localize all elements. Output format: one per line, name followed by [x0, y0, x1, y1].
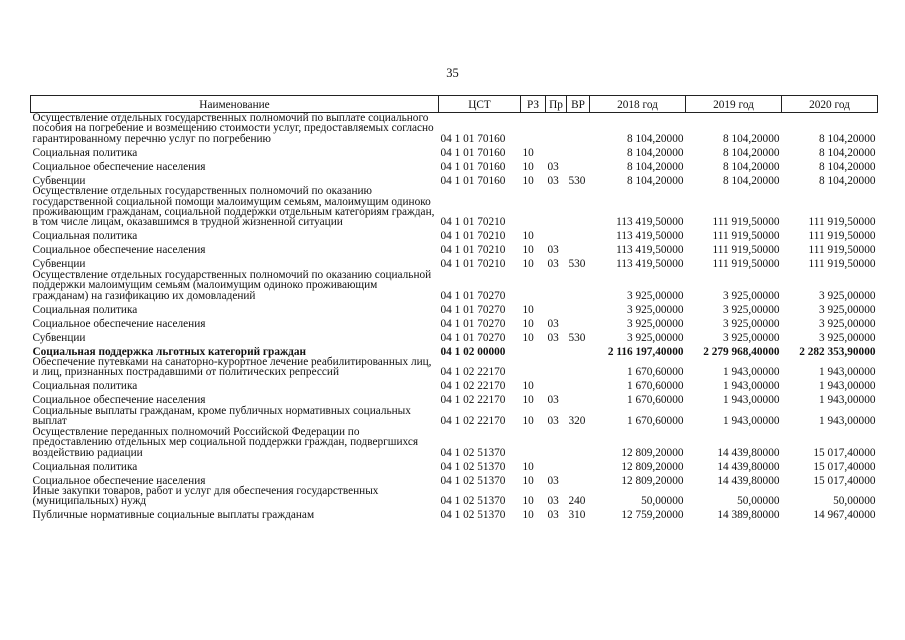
cell-pr: 03 [547, 317, 559, 330]
cell-2020: 8 104,20000 [819, 132, 876, 145]
header-pr: Пр [546, 96, 567, 113]
cell-2018: 3 925,00000 [627, 331, 684, 344]
cell-rz [521, 113, 546, 145]
cell-2018: 12 809,20000 [621, 460, 684, 473]
table-row [31, 343, 878, 357]
cell-cst: 04 1 01 70160 [440, 132, 506, 145]
cell-name: Социальное обеспечение населения [32, 317, 206, 330]
cell-2019: 3 925,00000 [723, 331, 780, 344]
cell-cst: 04 1 02 51370 [440, 495, 506, 508]
cell-vr [567, 378, 590, 392]
cell-2020: 15 017,40000 [813, 446, 876, 459]
cell-name: Субвенции [32, 258, 86, 271]
cell-vr [567, 315, 590, 329]
cell-pr: 03 [547, 394, 559, 407]
cell-2020: 3 925,00000 [819, 331, 876, 344]
header-name: Наименование [31, 96, 439, 113]
table-row [31, 507, 878, 521]
cell-cst: 04 1 01 70270 [440, 289, 506, 302]
cell-rz [521, 357, 546, 378]
cell-2020: 3 925,00000 [819, 289, 876, 302]
cell-pr [546, 186, 567, 228]
table-row [31, 315, 878, 329]
cell-2018: 50,00000 [641, 495, 684, 508]
cell-name: Иные закупки товаров, работ и услуг для обеспечения государственных (муниципальных) нужд [32, 484, 379, 508]
cell-2018: 12 809,20000 [621, 446, 684, 459]
cell-2020: 15 017,40000 [813, 474, 876, 487]
cell-rz [521, 427, 546, 458]
cell-pr: 03 [547, 495, 559, 508]
cell-2020: 2 282 353,90000 [799, 345, 876, 358]
cell-2019: 1 943,00000 [723, 366, 780, 379]
cell-cst: 04 1 01 70270 [440, 303, 506, 316]
cell-pr [546, 343, 567, 357]
cell-2018: 8 104,20000 [627, 132, 684, 145]
cell-2020: 8 104,20000 [819, 146, 876, 159]
cell-pr [546, 357, 567, 378]
cell-vr [567, 343, 590, 357]
cell-2018: 8 104,20000 [627, 174, 684, 187]
cell-vr [567, 427, 590, 458]
cell-2019: 111 919,50000 [712, 216, 780, 229]
cell-cst: 04 1 01 70160 [440, 174, 506, 187]
table-row [31, 378, 878, 392]
cell-vr [567, 186, 590, 228]
cell-2019: 8 104,20000 [723, 174, 780, 187]
cell-pr [546, 458, 567, 472]
table-row [31, 144, 878, 158]
cell-2019: 14 439,80000 [717, 460, 780, 473]
cell-vr: 320 [568, 415, 586, 428]
cell-vr [567, 158, 590, 172]
cell-pr: 03 [547, 258, 559, 271]
cell-cst: 04 1 01 70160 [440, 160, 506, 173]
cell-vr [567, 228, 590, 242]
cell-name: Социальная политика [32, 303, 138, 316]
cell-name: Социальная политика [32, 380, 138, 393]
cell-vr [567, 392, 590, 406]
cell-name: Субвенции [32, 174, 86, 187]
header-cst: ЦСТ [439, 96, 521, 113]
cell-2018: 113 419,50000 [616, 230, 684, 243]
cell-2019: 8 104,20000 [723, 160, 780, 173]
table-row [31, 113, 878, 145]
cell-pr [546, 427, 567, 458]
cell-rz: 10 [522, 460, 534, 473]
cell-rz: 10 [522, 415, 534, 428]
table-row [31, 472, 878, 486]
table-row [31, 329, 878, 343]
cell-2019: 14 439,80000 [717, 474, 780, 487]
cell-cst: 04 1 02 22170 [440, 380, 506, 393]
cell-name: Социальные выплаты гражданам, кроме публичных нормативных социальных выплат [32, 404, 411, 428]
cell-rz: 10 [522, 380, 534, 393]
cell-cst: 04 1 02 51370 [440, 509, 506, 522]
cell-name: Социальная политика [32, 460, 138, 473]
cell-cst: 04 1 02 22170 [440, 366, 506, 379]
cell-2018: 3 925,00000 [627, 289, 684, 302]
cell-pr [546, 144, 567, 158]
cell-cst: 04 1 01 70210 [440, 216, 506, 229]
cell-name: Социальное обеспечение населения [32, 160, 206, 173]
cell-cst: 04 1 02 51370 [440, 446, 506, 459]
cell-name: Социальное обеспечение населения [32, 394, 206, 407]
cell-2020: 15 017,40000 [813, 460, 876, 473]
cell-2020: 3 925,00000 [819, 303, 876, 316]
cell-2020: 3 925,00000 [819, 317, 876, 330]
table-row [31, 301, 878, 315]
cell-name: Социальная поддержка льготных категорий граждан [32, 345, 307, 358]
cell-2020: 50,00000 [833, 495, 876, 508]
header-2020: 2020 год [782, 96, 878, 113]
cell-vr: 240 [568, 495, 586, 508]
cell-vr: 530 [568, 331, 586, 344]
cell-vr [567, 458, 590, 472]
cell-pr: 03 [547, 174, 559, 187]
cell-vr [567, 301, 590, 315]
cell-pr: 03 [547, 244, 559, 257]
cell-2019: 111 919,50000 [712, 244, 780, 257]
cell-2020: 111 919,50000 [808, 216, 876, 229]
cell-pr: 03 [547, 415, 559, 428]
cell-2020: 111 919,50000 [808, 258, 876, 271]
table-row [31, 270, 878, 301]
table-row [31, 392, 878, 406]
cell-cst: 04 1 02 22170 [440, 415, 506, 428]
cell-vr [567, 144, 590, 158]
cell-vr [567, 113, 590, 145]
cell-vr: 530 [568, 258, 586, 271]
cell-rz: 10 [522, 317, 534, 330]
cell-rz: 10 [522, 474, 534, 487]
cell-rz: 10 [522, 495, 534, 508]
table-row [31, 228, 878, 242]
cell-name: Осуществление переданных полномочий Российской Федерации по предоставлению отдельных мер социальной поддержки граждан, подвергшихся воздействию радиации [32, 425, 419, 459]
cell-pr [546, 378, 567, 392]
cell-name: Социальное обеспечение населения [32, 244, 206, 257]
cell-2019: 8 104,20000 [723, 132, 780, 145]
cell-rz: 10 [522, 394, 534, 407]
cell-2018: 1 670,60000 [627, 394, 684, 407]
table-row [31, 406, 878, 427]
cell-2020: 1 943,00000 [819, 380, 876, 393]
cell-2018: 113 419,50000 [616, 244, 684, 257]
cell-rz: 10 [522, 244, 534, 257]
cell-rz: 10 [522, 509, 534, 522]
budget-table [30, 95, 878, 521]
cell-pr: 03 [547, 160, 559, 173]
cell-2019: 14 439,80000 [717, 446, 780, 459]
cell-2019: 3 925,00000 [723, 317, 780, 330]
cell-rz: 10 [522, 303, 534, 316]
header-vr: ВР [567, 96, 590, 113]
cell-2019: 3 925,00000 [723, 289, 780, 302]
cell-pr [546, 228, 567, 242]
cell-2020: 14 967,40000 [813, 509, 876, 522]
header-2018: 2018 год [590, 96, 686, 113]
cell-2019: 1 943,00000 [723, 380, 780, 393]
cell-2018: 12 809,20000 [621, 474, 684, 487]
cell-vr: 530 [568, 174, 586, 187]
cell-name: Субвенции [32, 331, 86, 344]
cell-name: Социальное обеспечение населения [32, 474, 206, 487]
cell-2020: 111 919,50000 [808, 230, 876, 243]
cell-2019: 2 279 968,40000 [703, 345, 780, 358]
cell-2018: 3 925,00000 [627, 317, 684, 330]
cell-cst: 04 1 01 70210 [440, 258, 506, 271]
cell-cst: 04 1 01 70270 [440, 317, 506, 330]
cell-2018: 1 670,60000 [627, 366, 684, 379]
cell-name: Социальная политика [32, 230, 138, 243]
cell-cst: 04 1 02 00000 [440, 345, 506, 358]
table-row [31, 186, 878, 228]
cell-pr [546, 113, 567, 145]
table-row [31, 427, 878, 458]
table-body [31, 113, 878, 521]
cell-name: Обеспечение путевками на санаторно-курортное лечение реабилитированных лиц, и лиц, признанных пострадавшими от политических репрессий [32, 356, 432, 379]
cell-cst: 04 1 02 22170 [440, 394, 506, 407]
cell-pr: 03 [547, 331, 559, 344]
cell-vr [567, 242, 590, 256]
cell-rz: 10 [522, 258, 534, 271]
cell-2020: 1 943,00000 [819, 366, 876, 379]
cell-rz: 10 [522, 146, 534, 159]
cell-2019: 111 919,50000 [712, 258, 780, 271]
cell-vr [567, 472, 590, 486]
cell-vr [567, 270, 590, 301]
cell-2018: 3 925,00000 [627, 303, 684, 316]
cell-pr: 03 [547, 509, 559, 522]
table-row [31, 256, 878, 270]
cell-2018: 12 759,20000 [621, 509, 684, 522]
cell-rz: 10 [522, 230, 534, 243]
cell-rz [521, 186, 546, 228]
cell-pr [546, 301, 567, 315]
cell-2020: 111 919,50000 [808, 244, 876, 257]
page-number: 35 [446, 66, 459, 80]
table-row [31, 458, 878, 472]
cell-2018: 1 670,60000 [627, 415, 684, 428]
table-row [31, 242, 878, 256]
table-row [31, 172, 878, 186]
cell-2019: 1 943,00000 [723, 394, 780, 407]
cell-2020: 8 104,20000 [819, 174, 876, 187]
cell-name: Осуществление отдельных государственных полномочий по оказанию государственной социальной помощи малоимущим семьям, малоимущим одиноко проживающим гражданам, социальной поддержки отдельным категориям граждан, в том числе лицам, оказавшимся в трудной жизненной ситуации [32, 185, 435, 229]
cell-pr [546, 270, 567, 301]
table-header-row [31, 96, 878, 113]
cell-2020: 1 943,00000 [819, 415, 876, 428]
cell-2020: 8 104,20000 [819, 160, 876, 173]
cell-name: Социальная политика [32, 146, 138, 159]
cell-2019: 1 943,00000 [723, 415, 780, 428]
cell-cst: 04 1 01 70210 [440, 230, 506, 243]
cell-rz: 10 [522, 174, 534, 187]
cell-vr: 310 [568, 509, 586, 522]
cell-2018: 2 116 197,40000 [607, 345, 684, 358]
cell-2020: 1 943,00000 [819, 394, 876, 407]
cell-2019: 111 919,50000 [712, 230, 780, 243]
cell-cst: 04 1 02 51370 [440, 474, 506, 487]
cell-pr: 03 [547, 474, 559, 487]
table-row [31, 158, 878, 172]
cell-rz [521, 343, 546, 357]
header-2019: 2019 год [686, 96, 782, 113]
cell-rz: 10 [522, 160, 534, 173]
table-row [31, 357, 878, 378]
cell-rz [521, 270, 546, 301]
cell-2019: 50,00000 [737, 495, 780, 508]
cell-cst: 04 1 01 70160 [440, 146, 506, 159]
cell-name: Осуществление отдельных государственных полномочий по оказанию социальной поддержки малоимущим семьям (малоимущим одиноко проживающим гражданам) на газификацию их домовладений [32, 268, 432, 302]
cell-vr [567, 357, 590, 378]
cell-name: Осуществление отдельных государственных полномочий по выплате социального пособия на погребение и возмещению стоимости услуг, предоставляемых согласно гарантированному перечню услуг по погребению [32, 112, 434, 145]
cell-2018: 1 670,60000 [627, 380, 684, 393]
cell-rz: 10 [522, 331, 534, 344]
cell-2018: 113 419,50000 [616, 258, 684, 271]
cell-2018: 113 419,50000 [616, 216, 684, 229]
cell-cst: 04 1 01 70210 [440, 244, 506, 257]
cell-2018: 8 104,20000 [627, 160, 684, 173]
header-rz: РЗ [521, 96, 546, 113]
cell-cst: 04 1 02 51370 [440, 460, 506, 473]
cell-cst: 04 1 01 70270 [440, 331, 506, 344]
cell-2018: 8 104,20000 [627, 146, 684, 159]
cell-2019: 14 389,80000 [717, 509, 780, 522]
table-row [31, 486, 878, 507]
cell-name: Публичные нормативные социальные выплаты гражданам [32, 509, 315, 522]
cell-2019: 3 925,00000 [723, 303, 780, 316]
cell-2019: 8 104,20000 [723, 146, 780, 159]
